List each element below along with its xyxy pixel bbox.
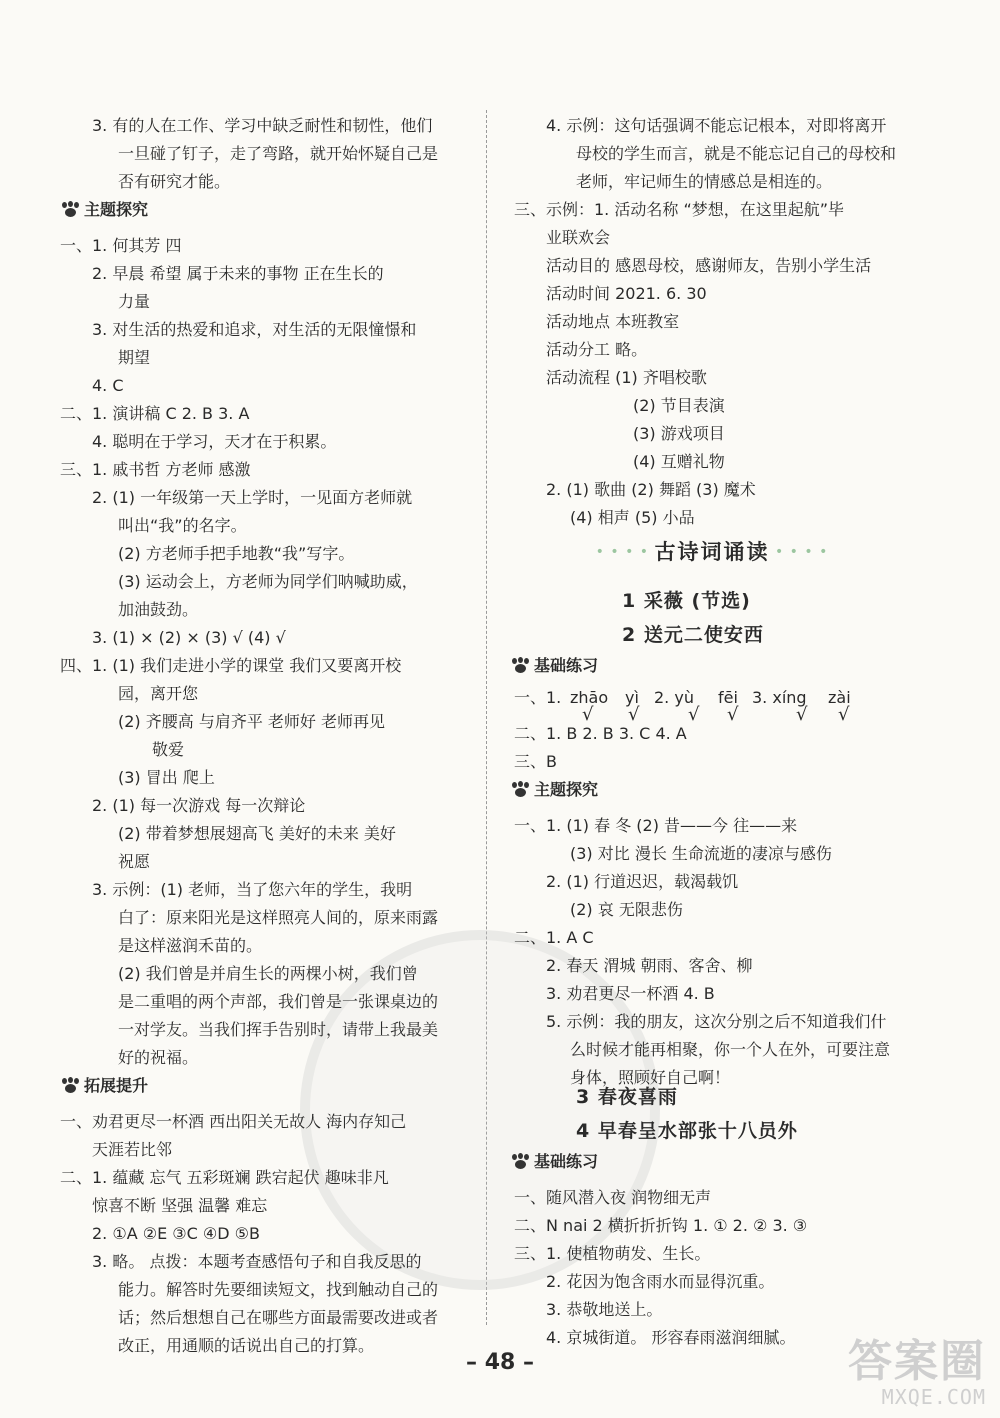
pinyin-item: yì: [625, 688, 639, 707]
answer-line: 叫出“我”的名字。: [118, 516, 247, 535]
answer-line: 二、N nai 2 横折折折钩 1. ① 2. ② 3. ③: [514, 1216, 808, 1235]
answer-line: 一、随风潜入夜 润物细无声: [514, 1188, 712, 1207]
answer-line: 3. 对生活的热爱和追求，对生活的无限憧憬和: [92, 320, 417, 339]
answer-line: 4. 京城街道。 形容春雨滋润细腻。: [546, 1328, 796, 1347]
pinyin-item: zài: [828, 688, 851, 707]
pinyin-item: 3. xíng: [752, 688, 807, 707]
answer-line: 老师，牢记师生的情感总是相连的。: [576, 172, 833, 191]
answer-line: (2) 带着梦想展翅高飞 美好的未来 美好: [118, 824, 396, 843]
answer-line: 活动时间 2021. 6. 30: [546, 284, 707, 303]
answer-line: 一对学友。当我们挥手告别时，请带上我最美: [118, 1020, 439, 1039]
answer-line: 4. 聪明在于学习，天才在于积累。: [92, 432, 337, 451]
answer-line: 二、1. B 2. B 3. C 4. A: [514, 724, 687, 743]
answer-line: 3. 劝君更尽一杯酒 4. B: [546, 984, 715, 1003]
pinyin-item: zhāo: [570, 688, 609, 707]
section-heading-label: 拓展提升: [84, 1076, 149, 1095]
answer-line: 四、1. (1) 我们走进小学的课堂 我们又要离开校: [60, 656, 402, 675]
section-heading: [60, 198, 148, 222]
answer-line: 4. 示例：这句话强调不能忘记根本，对即将离开: [546, 116, 887, 135]
section-heading-label: 基础练习: [534, 1152, 599, 1171]
checkmark-icon: √: [582, 704, 594, 725]
answer-line: 活动流程 (1) 齐唱校歌: [546, 368, 707, 387]
answer-line: 加油鼓劲。: [118, 600, 199, 619]
answer-line: 5. 示例：我的朋友，这次分别之后不知道我们什: [546, 1012, 887, 1031]
checkmark-icon: √: [838, 704, 850, 725]
pinyin-item: 2. yù: [654, 688, 694, 707]
answer-line: 三、1. 戚书哲 方老师 感激: [60, 460, 251, 479]
answer-line: 3. 有的人在工作、学习中缺乏耐性和韧性，他们: [92, 116, 433, 135]
answer-line: 3. (1) × (2) × (3) √ (4) √: [92, 628, 286, 647]
watermark-logo-text: 答案圈: [848, 1336, 986, 1387]
checkmark-icon: √: [796, 704, 808, 725]
answer-line: 2. (1) 行道迟迟，载渴载饥: [546, 872, 739, 891]
paw-icon: [510, 781, 532, 797]
answer-line: (2) 我们曾是并肩生长的两棵小树，我们曾: [118, 964, 418, 983]
answer-line: 么时候才能再相聚，你一个人在外，可要注意: [570, 1040, 891, 1059]
answer-line: 能力。解答时先要细读短文，找到触动自己的: [118, 1280, 439, 1299]
poem-title: 1 采薇 (节选): [622, 590, 751, 612]
paw-icon: [60, 1077, 82, 1093]
answer-line: 是这样滋润禾苗的。: [118, 936, 263, 955]
pinyin-item: fēi: [718, 688, 738, 707]
section-heading-label: 主题探究: [84, 200, 149, 219]
checkmark-icon: √: [727, 704, 739, 725]
answer-line: 3. 恭敬地送上。: [546, 1300, 663, 1319]
answer-line: (4) 相声 (5) 小品: [570, 508, 695, 527]
answer-line: 三、1. 使植物萌发、生长。: [514, 1244, 711, 1263]
checkmark-icon: √: [628, 704, 640, 725]
answer-line: 否有研究才能。: [118, 172, 231, 191]
banner-title: 古诗词诵读: [654, 540, 770, 564]
answer-line: 好的祝福。: [118, 1048, 199, 1067]
answer-line: 一、1. (1) 春 冬 (2) 昔——今 往——来: [514, 816, 798, 835]
answer-line: 园，离开您: [118, 684, 199, 703]
answer-line: 改正，用通顺的话说出自己的打算。: [118, 1336, 375, 1355]
section-banner: • • • • 古诗词诵读 • • • •: [595, 540, 829, 564]
answer-line: 一、1. 何其芳 四: [60, 236, 182, 255]
answer-line: 2. ①A ②E ③C ④D ⑤B: [92, 1224, 260, 1243]
section-heading: [510, 1150, 598, 1174]
answer-line: 2. (1) 一年级第一天上学时，一见面方老师就: [92, 488, 413, 507]
answer-line: 活动目的 感恩母校，感谢师友，告别小学生活: [546, 256, 872, 275]
answer-line: 一、劝君更尽一杯酒 西出阳关无故人 海内存知己: [60, 1112, 407, 1131]
answer-line: 惊喜不断 坚强 温馨 难忘: [92, 1196, 268, 1215]
answer-line: 母校的学生而言，就是不能忘记自己的母校和: [576, 144, 897, 163]
answer-line: (3) 对比 漫长 生命流逝的凄凉与感伤: [570, 844, 832, 863]
answer-line: 3. 略。 点拨：本题考查感悟句子和自我反思的: [92, 1252, 422, 1271]
section-heading: [510, 654, 598, 678]
poem-title: 3 春夜喜雨: [576, 1086, 678, 1108]
answer-line: 期望: [118, 348, 151, 367]
page-number: – 48 –: [466, 1350, 534, 1375]
answer-line: 2. (1) 歌曲 (2) 舞蹈 (3) 魔术: [546, 480, 756, 499]
answer-line: 三、示例：1. 活动名称 “梦想，在这里起航”毕: [514, 200, 845, 219]
answer-line: 敬爱: [152, 740, 185, 759]
answer-line: 身体，照顾好自己啊！: [570, 1068, 731, 1087]
answer-line: 话；然后想想自己在哪些方面最需要改进或者: [118, 1308, 439, 1327]
answer-line: (2) 齐腰高 与肩齐平 老师好 老师再见: [118, 712, 386, 731]
answer-line: 活动地点 本班教室: [546, 312, 680, 331]
section-heading-label: 主题探究: [534, 780, 599, 799]
answer-line: 二、1. 蕴藏 忘气 五彩斑斓 跌宕起伏 趣味非凡: [60, 1168, 389, 1187]
section-heading: [510, 778, 598, 802]
paw-icon: [510, 657, 532, 673]
answer-line: (2) 哀 无限悲伤: [570, 900, 683, 919]
answer-line: 二、1. A C: [514, 928, 594, 947]
answer-line: (4) 互赠礼物: [633, 452, 725, 471]
answer-line: 业联欢会: [546, 228, 611, 247]
watermark-url: MXQE.COM: [881, 1385, 986, 1409]
answer-line: (3) 游戏项目: [633, 424, 725, 443]
answer-line: 2. 早晨 希望 属于未来的事物 正在生长的: [92, 264, 384, 283]
answer-line: (3) 冒出 爬上: [118, 768, 215, 787]
paw-icon: [510, 1153, 532, 1169]
answer-line: 3. 示例：(1) 老师，当了您六年的学生，我明: [92, 880, 413, 899]
answer-line: (2) 方老师手把手地教“我”写字。: [118, 544, 355, 563]
pinyin-prefix: 一、1.: [514, 688, 562, 707]
answer-line: (2) 节目表演: [633, 396, 725, 415]
answer-line: 三、B: [514, 752, 557, 771]
section-heading: [60, 1074, 148, 1098]
answer-line: 天涯若比邻: [92, 1140, 173, 1159]
answer-line: 4. C: [92, 376, 124, 395]
answer-line: 2. 春天 渭城 朝雨、客舍、柳: [546, 956, 753, 975]
paw-icon: [60, 201, 82, 217]
watermark: [848, 1325, 986, 1409]
poem-title: 2 送元二使安西: [622, 624, 764, 646]
answer-line: 二、1. 演讲稿 C 2. B 3. A: [60, 404, 250, 423]
answer-line: (3) 运动会上，方老师为同学们呐喊助威，: [118, 572, 418, 591]
answer-line: 2. (1) 每一次游戏 每一次辩论: [92, 796, 306, 815]
answer-line: 2. 花因为饱含雨水而显得沉重。: [546, 1272, 775, 1291]
answer-line: 白了：原来阳光是这样照亮人间的，原来雨露: [118, 908, 439, 927]
section-heading-label: 基础练习: [534, 656, 599, 675]
answer-line: 力量: [118, 292, 151, 311]
answer-line: 是二重唱的两个声部，我们曾是一张课桌边的: [118, 992, 439, 1011]
checkmark-icon: √: [688, 704, 700, 725]
answer-line: 一旦碰了钉子，走了弯路，就开始怀疑自己是: [118, 144, 439, 163]
answer-line: 祝愿: [118, 852, 151, 871]
poem-title: 4 早春呈水部张十八员外: [576, 1120, 798, 1142]
answer-line: 活动分工 略。: [546, 340, 648, 359]
